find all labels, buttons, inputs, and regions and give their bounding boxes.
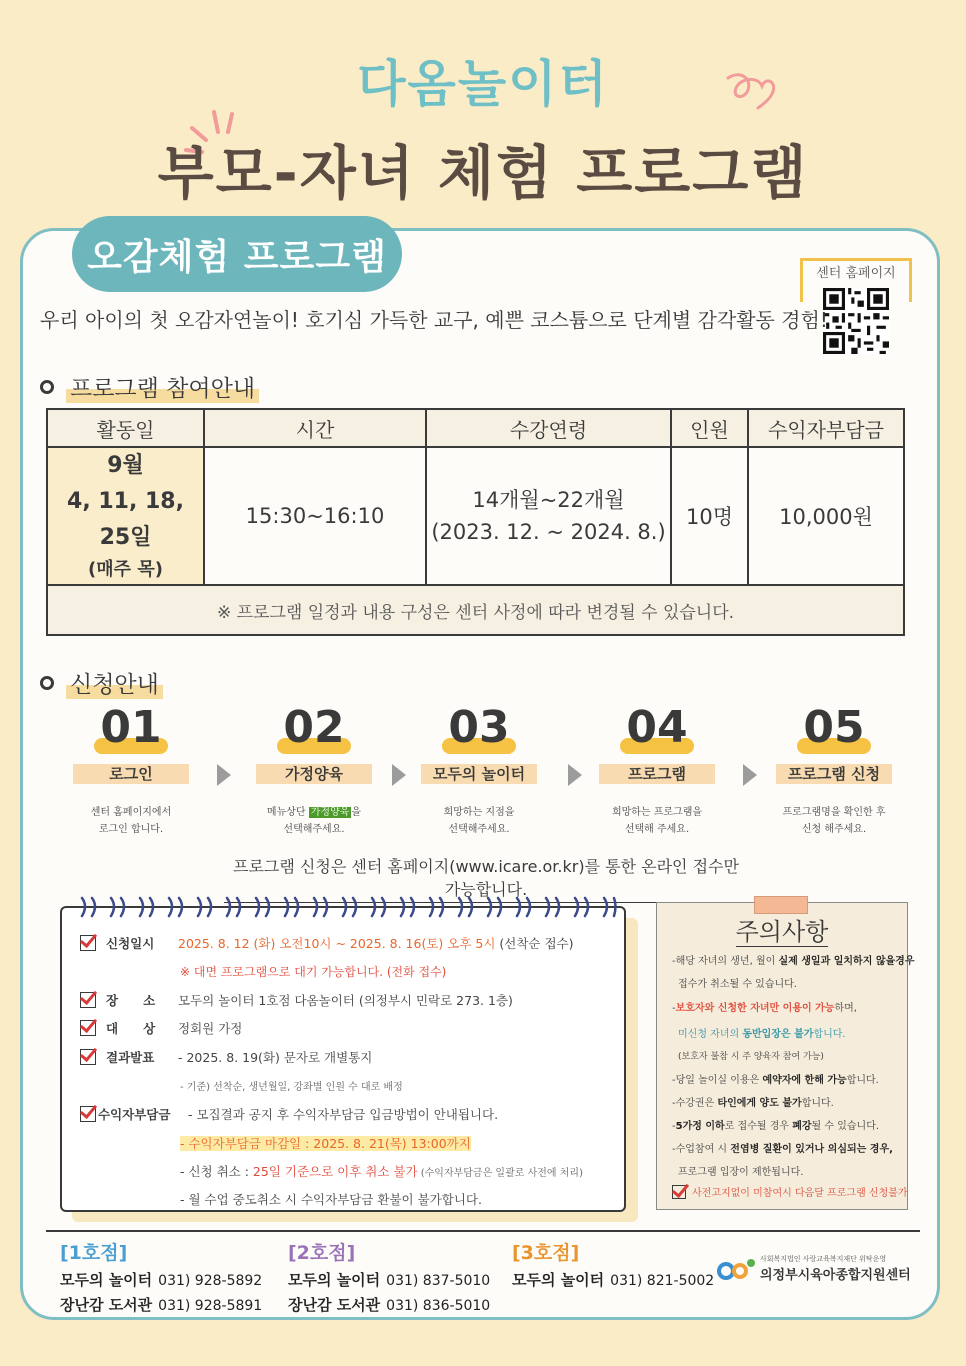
fee-deadline: - 수익자부담금 마감일 : 2025. 8. 21(목) 13:00까지: [180, 1136, 471, 1151]
step-2: 02 가정양육 메뉴상단 가정양육 을 선택해주세요.: [249, 702, 379, 838]
schedule-sub: ※ 대면 프로그램으로 대기 가능합니다. (전화 접수): [180, 965, 447, 979]
org-logo: 사회복지법인 사랑교육복지재단 위탁운영 의정부시육아종합지원센터: [716, 1254, 911, 1283]
cell-time: 15:30~16:10: [204, 447, 426, 585]
arrow-right-icon: [217, 764, 231, 786]
caution-line: -당일 놀이실 이용은 예약자에 한해 가능합니다.: [672, 1075, 879, 1086]
arrow-right-icon: [743, 764, 757, 786]
fee-refund: - 월 수업 중도취소 시 수익자부담금 환불이 불가합니다.: [180, 1192, 482, 1207]
checkbox-checked-icon: [672, 1185, 686, 1199]
row-target: 대 상 정회원 가정: [80, 1019, 242, 1037]
caution-line: (보호자 불참 시 주 양육자 참여 가능): [678, 1052, 824, 1062]
step-1: 01 로그인 센터 홈페이지에서 로그인 합니다.: [66, 702, 196, 838]
arrow-right-icon: [392, 764, 406, 786]
th-age: 수강연령: [426, 409, 671, 447]
spiral-binding-icon: [78, 892, 618, 920]
caution-line: 미신청 자녀의 동반입장은 불가합니다.: [678, 1029, 846, 1040]
th-fee: 수익자부담금: [748, 409, 904, 447]
th-date: 활동일: [47, 409, 204, 447]
checkbox-checked-icon: [80, 935, 96, 951]
caution-line-final: 사전고지없이 미참여시 다음달 프로그램 신청불가: [672, 1184, 908, 1199]
program-intro: 우리 아이의 첫 오감자연놀이! 호기심 가득한 교구, 예쁜 코스튬으로 단계별 감각활동 경험!: [40, 308, 828, 332]
branch-3: [3호점] 모두의 놀이터 031) 821-5002: [512, 1242, 715, 1289]
caution-title: 주의사항: [735, 918, 829, 946]
participation-table: [46, 408, 905, 636]
caution-line: -수업참여 시 전염병 질환이 있거나 의심되는 경우,: [672, 1144, 893, 1155]
org-logo-icon: [716, 1255, 756, 1283]
cell-age: 14개월~22개월 (2023. 12. ~ 2024. 8.): [426, 447, 671, 585]
caution-line: -수강권은 타인에게 양도 불가합니다.: [672, 1098, 834, 1109]
section-apply-heading: 신청안내: [40, 666, 163, 699]
result-sub: - 기준) 선착순, 생년월일, 강좌별 인원 수 대로 배정: [180, 1082, 403, 1093]
fee-cancel: - 신청 취소 : 25일 기준으로 이후 취소 불가 (수익자부담금은 일괄로 사전에 처리): [180, 1164, 583, 1179]
step-5: 05 프로그램 신청 프로그램명을 확인한 후 신청 해주세요.: [769, 702, 899, 838]
checkbox-checked-icon: [80, 1020, 96, 1036]
checkbox-checked-icon: [80, 992, 96, 1008]
bullet-circle-icon: [40, 380, 54, 394]
footer-divider: [46, 1230, 920, 1232]
row-result: 결과발표 - 2025. 8. 19(화) 문자로 개별통지: [80, 1048, 372, 1066]
cell-capacity: 10명: [671, 447, 748, 585]
caution-line: -5가정 이하로 접수될 경우 폐강될 수 있습니다.: [672, 1121, 880, 1132]
cell-date: 9월 4, 11, 18, 25일 (매주 목): [47, 447, 204, 585]
th-time: 시간: [204, 409, 426, 447]
sub-title: 다옴놀이터: [357, 55, 609, 113]
bullet-circle-icon: [40, 676, 54, 690]
caution-line: -해당 자녀의 생년, 월이 실제 생일과 일치하지 않을경우: [672, 956, 915, 967]
heart-doodle-icon: [722, 68, 778, 114]
main-title: 부모-자녀 체험 프로그램: [157, 139, 809, 207]
arrow-right-icon: [568, 764, 582, 786]
th-capacity: 인원: [671, 409, 748, 447]
row-schedule: 신청일시 2025. 8. 12 (화) 오전10시 ~ 2025. 8. 16(토) 오후 5시 (선착순 접수): [80, 934, 574, 952]
program-badge: 오감체험 프로그램: [72, 216, 402, 292]
qr-code-icon[interactable]: [822, 288, 890, 354]
caution-line: 접수가 취소될 수 있습니다.: [678, 979, 797, 990]
online-apply-note: 프로그램 신청은 센터 홈페이지(www.icare.or.kr)를 통한 온라인 접수만 가능합니다.: [224, 854, 748, 903]
row-fee: 수익자부담금 - 모집결과 공지 후 수익자부담금 입금방법이 안내됩니다.: [80, 1105, 498, 1123]
section-participation-heading: 프로그램 참여안내: [40, 370, 259, 403]
caution-line: 프로그램 입장이 제한됩니다.: [678, 1167, 804, 1178]
row-place: 장 소 모두의 놀이터 1호점 다옴놀이터 (의정부시 민락로 273. 1층): [80, 991, 513, 1009]
schedule-note: ※ 프로그램 일정과 내용 구성은 센터 사정에 따라 변경될 수 있습니다.: [47, 585, 904, 635]
step-4: 04 프로그램 희망하는 프로그램을 선택해 주세요.: [592, 702, 722, 838]
step-3: 03 모두의 놀이터 희망하는 지점을 선택해주세요.: [414, 702, 544, 838]
checkbox-checked-icon: [80, 1049, 96, 1065]
branch-1: [1호점] 모두의 놀이터 031) 928-5892 장난감 도서관 031) 928-5891: [60, 1242, 263, 1314]
qr-label: 센터 홈페이지: [808, 262, 904, 281]
checkbox-checked-icon: [80, 1106, 96, 1122]
caution-line: -보호자와 신청한 자녀만 이용이 가능하며,: [672, 1003, 857, 1014]
cell-fee: 10,000원: [748, 447, 904, 585]
branch-2: [2호점] 모두의 놀이터 031) 837-5010 장난감 도서관 031) 836-5010: [288, 1242, 491, 1314]
